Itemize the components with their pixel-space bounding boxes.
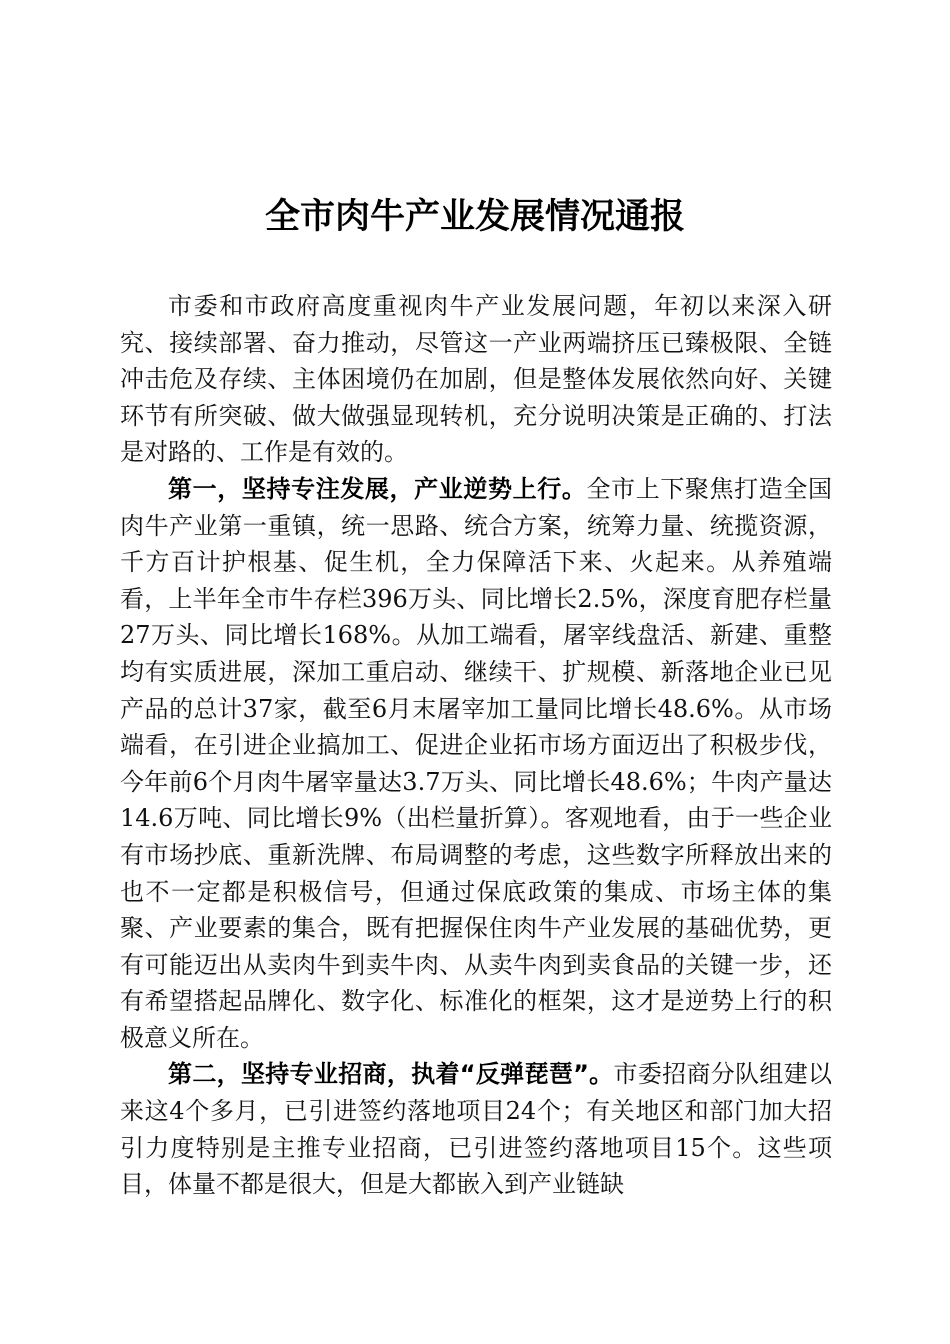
- paragraph-section-2: [120, 1056, 832, 1202]
- paragraph-section-1: [120, 471, 832, 1057]
- section-1-heading: 第一，坚持专注发展，产业逆势上行。: [168, 474, 587, 503]
- document-title: 全市肉牛产业发展情况通报: [264, 196, 685, 237]
- paragraph-intro: [120, 288, 832, 471]
- section-2-text: 市委招商分队组建以来这4个多月，已引进签约落地项目24个；有关地区和部门加大招引力度特别是主推专业招商，已引进签约落地项目15个。这些项目，体量不都是很大，但是大都嵌入到产业链缺: [120, 1060, 833, 1199]
- section-2-heading: 第二，坚持专业招商，执着“反弹琵琶”。: [168, 1060, 614, 1089]
- document-body: [120, 288, 832, 1203]
- section-1-text: 全市上下聚焦打造全国肉牛产业第一重镇，统一思路、统合方案，统筹力量、统揽资源，千方百计护根基、促生机，全力保障活下来、火起来。从养殖端看，上半年全市牛存栏396万头、同比增长2.5%，深度育肥存栏量27万头、同比增长168%。从加工端看，屠宰线盘活、新建、重整均有实质进展，深加工重启动、继续干、扩规模、新落地企业已见产品的总计37家，截至6月末屠宰加工量同比增长48.6%。从市场端看，在引进企业搞加工、促进企业拓市场方面迈出了积极步伐，今年前6个月肉牛屠宰量达3.7万头、同比增长48.6%；牛肉产量达14.6万吨、同比增长9%（出栏量折算）。客观地看，由于一些企业有市场抄底、重新洗牌、布局调整的考虑，这些数字所释放出来的也不一定都是积极信号，但通过保底政策的集成、市场主体的集聚、产业要素的集合，既有把握保住肉牛产业发展的基础优势，更有可能迈出从卖肉牛到卖牛肉、从卖牛肉到卖食品的关键一步，还有希望搭起品牌化、数字化、标准化的框架，这才是逆势上行的积极意义所在。: [120, 474, 833, 1052]
- paragraph-intro-text: 市委和市政府高度重视肉牛产业发展问题，年初以来深入研究、接续部署、奋力推动，尽管这一产业两端挤压已臻极限、全链冲击危及存续、主体困境仍在加剧，但是整体发展依然向好、关键环节有所突破、做大做强显现转机，充分说明决策是正确的、打法是对路的、工作是有效的。: [120, 292, 832, 467]
